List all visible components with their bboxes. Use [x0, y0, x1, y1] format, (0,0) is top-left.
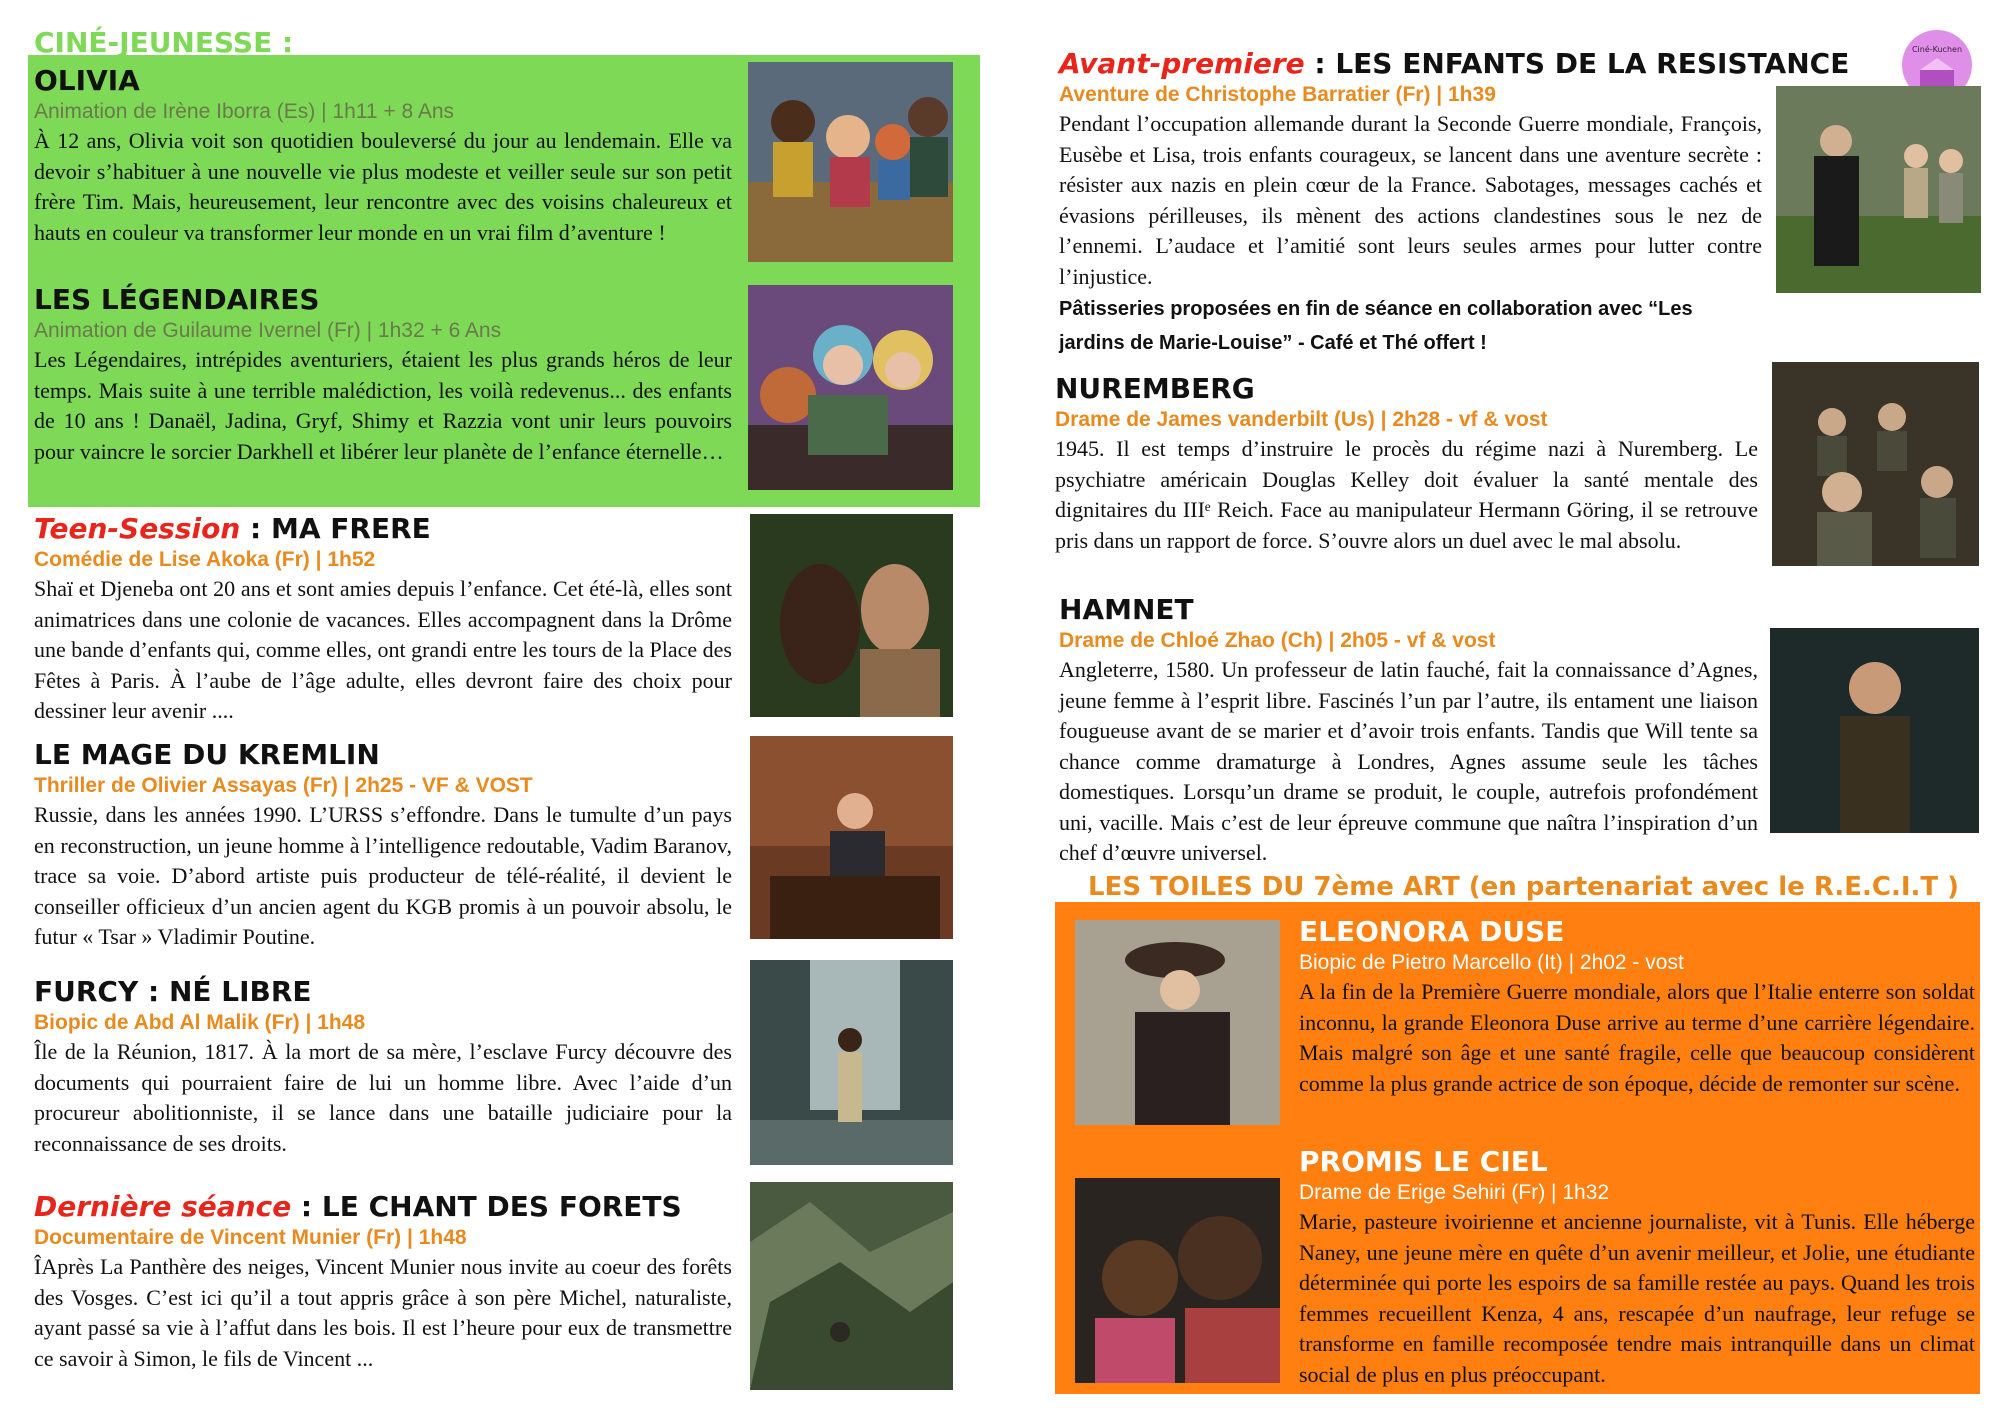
- film-synopsis: ÎAprès La Panthère des neiges, Vincent Munier nous invite au coeur des forêts des Vosges. C’est ici qu’il a tout appris grâce à son père Michel, naturaliste, ayant passé sa vie à l’affut dans les bois. Il est l’heure pour eux de transmettre ce savoir à Simon, le fils de Vincent ...: [34, 1254, 732, 1371]
- film-subtitle: Comédie de Lise Akoka (Fr) | 1h52: [34, 548, 376, 571]
- film-synopsis: Marie, pasteure ivoirienne et ancienne journaliste, vit à Tunis. Elle héberge Naney, une jeune mère en quête d’un avenir meilleur, et Jolie, une étudiante déterminée qui porte les espoirs de sa famille restée au pays. Quand les trois femmes recueillent Kenza, 4 ans, rescapée d’un naufrage, leur refuge se transforme en famille recomposée tendre mais intranquille dans un climat social de plus en plus préoccupant.: [1299, 1209, 1975, 1387]
- film-title: Dernière séance : LE CHANT DES FORETS: [34, 1190, 682, 1223]
- film-olivia: [34, 64, 732, 248]
- film-title: ELEONORA DUSE: [1299, 915, 1565, 948]
- film-subtitle: Thriller de Olivier Assayas (Fr) | 2h25 - VF & VOST: [34, 774, 533, 797]
- poster-promis-le-ciel: [1075, 1178, 1280, 1383]
- film-les-enfants-de-la-resistance: [1059, 47, 1850, 360]
- film-title: LES LÉGENDAIRES: [34, 283, 320, 316]
- poster-nuremberg: [1772, 362, 1979, 566]
- poster-le-mage-du-kremlin: [750, 736, 953, 939]
- film-subtitle: Biopic de Abd Al Malik (Fr) | 1h48: [34, 1011, 366, 1034]
- film-subtitle: Biopic de Pietro Marcello (It) | 2h02 - vost: [1299, 951, 1684, 974]
- film-promis-le-ciel: [1299, 1145, 1975, 1390]
- film-title: NUREMBERG: [1055, 372, 1255, 405]
- film-title: FURCY : NÉ LIBRE: [34, 975, 312, 1008]
- film-subtitle: Animation de Guilaume Ivernel (Fr) | 1h32 + 6 Ans: [34, 319, 502, 342]
- poster-eleonora-duse: [1075, 920, 1280, 1125]
- film-synopsis: Île de la Réunion, 1817. À la mort de sa mère, l’esclave Furcy découvre des documents qui pourraient faire de lui un homme libre. Avec l’aide d’un procureur abolitionniste, il se lance dans une bataille judiciaire pour la reconnaissance de ses droits.: [34, 1039, 732, 1156]
- film-subtitle: Animation de Irène Iborra (Es) | 1h11 + 8 Ans: [34, 100, 455, 123]
- film-nuremberg: [1055, 372, 1758, 556]
- poster-furcy: [750, 960, 953, 1165]
- event-note: Pâtisseries proposées en fin de séance en collaboration avec “Les jardins de Marie-Louise” - Café et Thé offert !: [1059, 298, 1693, 354]
- film-les-legendaires: [34, 283, 732, 467]
- film-furcy: [34, 975, 732, 1159]
- film-synopsis: 1945. Il est temps d’instruire le procès du régime nazi à Nuremberg. Le psychiatre américain Douglas Kelley doit évaluer la santé mentale des dignitaires du IIIᵉ Reich. Face au manipulateur Hermann Göring, il se retrouve pris dans un rapport de force. S’ouvre alors un duel avec le mal absolu.: [1055, 436, 1758, 553]
- poster-hamnet: [1770, 628, 1979, 833]
- badge-label: Ciné-Kuchen: [1911, 45, 1963, 54]
- film-subtitle: Drame de Erige Sehiri (Fr) | 1h32: [1299, 1181, 1610, 1204]
- film-subtitle: Documentaire de Vincent Munier (Fr) | 1h48: [34, 1226, 467, 1249]
- film-title: Teen-Session : MA FRERE: [34, 512, 431, 545]
- film-synopsis: Les Légendaires, intrépides aventuriers, étaient les plus grands héros de leur temps. Mais suite à une terrible malédiction, les voilà redevenus... des enfants de 10 ans ! Danaël, Jadina, Gryf, Shimy et Razzia vont unir leurs pouvoirs pour vaincre le sorcier Darkhell et libérer leur planète de l’enfance éternelle…: [34, 347, 732, 464]
- poster-les-enfants-de-la-resistance: [1776, 86, 1981, 293]
- poster-le-chant-des-forets: [750, 1182, 953, 1390]
- cine-jeunesse-title: CINÉ-JEUNESSE :: [34, 26, 294, 59]
- film-hamnet: [1059, 593, 1758, 869]
- poster-les-legendaires: [748, 285, 953, 490]
- film-synopsis: À 12 ans, Olivia voit son quotidien bouleversé du jour au lendemain. Elle va devoir s’habituer à une nouvelle vie plus modeste et veiller seule sur son petit frère Tim. Mais, heureusement, leur rencontre avec des voisins chaleureux et hauts en couleur va transformer leur monde en un vrai film d’aventure !: [34, 128, 732, 245]
- film-eleonora-duse: [1299, 915, 1975, 1099]
- film-synopsis: Russie, dans les années 1990. L’URSS s’effondre. Dans le tumulte d’un pays en reconstruction, un jeune homme à l’intelligence redoutable, Vadim Baranov, trace sa voie. D’abord artiste puis producteur de télé-réalité, il devient le conseiller officieux d’un ancien agent du KGB promis à un pouvoir absolu, le futur « Tsar » Vladimir Poutine.: [34, 802, 732, 949]
- film-le-mage-du-kremlin: [34, 738, 732, 953]
- film-synopsis: A la fin de la Première Guerre mondiale, alors que l’Italie enterre son soldat inconnu, la grande Eleonora Duse arrive au terme d’une carrière légendaire. Mais malgré son âge et une santé fragile, celle que beaucoup considèrent comme la plus grande actrice de son époque, décide de remonter sur scène.: [1299, 979, 1975, 1096]
- event-tag: Teen-Session: [34, 512, 241, 545]
- film-title: PROMIS LE CIEL: [1299, 1145, 1548, 1178]
- poster-ma-frere: [750, 514, 953, 717]
- film-synopsis: Shaï et Djeneba ont 20 ans et sont amies depuis l’enfance. Cet été-là, elles sont animatrices dans une colonie de vacances. Elles accompagnent dans la Drôme une bande d’enfants qui, comme elles, ont grandi entre les tours de la Place des Fêtes à Paris. À l’aube de l’âge adulte, elles devront faire des choix pour dessiner leur avenir ....: [34, 576, 732, 723]
- event-tag: Dernière séance: [34, 1190, 292, 1223]
- film-subtitle: Drame de Chloé Zhao (Ch) | 2h05 - vf & vost: [1059, 629, 1496, 652]
- film-synopsis: Pendant l’occupation allemande durant la Seconde Guerre mondiale, François, Eusèbe et Lisa, trois enfants courageux, se lancent dans une aventure secrète : résister aux nazis en plein cœur de la France. Sabotages, messages cachés et évasions périlleuses, ils mènent des actions clandestines sous le nez de l’ennemi. L’audace et l’amitié sont leurs seules armes pour lutter contre l’injustice.: [1059, 111, 1762, 289]
- film-ma-frere: [34, 512, 732, 727]
- toiles-section-title: LES TOILES DU 7ème ART (en partenariat avec le R.E.C.I.T ): [1088, 872, 1960, 902]
- poster-olivia: [748, 62, 953, 262]
- event-tag: Avant-premiere: [1059, 47, 1305, 80]
- film-title: LE MAGE DU KREMLIN: [34, 738, 380, 771]
- film-title: Avant-premiere : LES ENFANTS DE LA RESISTANCE: [1059, 47, 1850, 80]
- film-subtitle: Drame de James vanderbilt (Us) | 2h28 - vf & vost: [1055, 408, 1548, 431]
- film-synopsis: Angleterre, 1580. Un professeur de latin fauché, fait la connaissance d’Agnes, jeune femme à l’esprit libre. Fascinés l’un par l’autre, ils entament une liaison fougueuse avant de se marier et d’avoir trois enfants. Tandis que Will tente sa chance comme dramaturge à Londres, Agnes assume seule les tâches domestiques. Lorsqu’un drame se produit, le couple, autrefois profondément uni, vacille. Mais c’est de leur épreuve commune que naîtra l’inspiration d’un chef d’œuvre universel.: [1059, 657, 1758, 865]
- film-title: HAMNET: [1059, 593, 1194, 626]
- film-le-chant-des-forets: [34, 1190, 732, 1374]
- film-title: OLIVIA: [34, 64, 140, 97]
- film-subtitle: Aventure de Christophe Barratier (Fr) | 1h39: [1059, 83, 1496, 106]
